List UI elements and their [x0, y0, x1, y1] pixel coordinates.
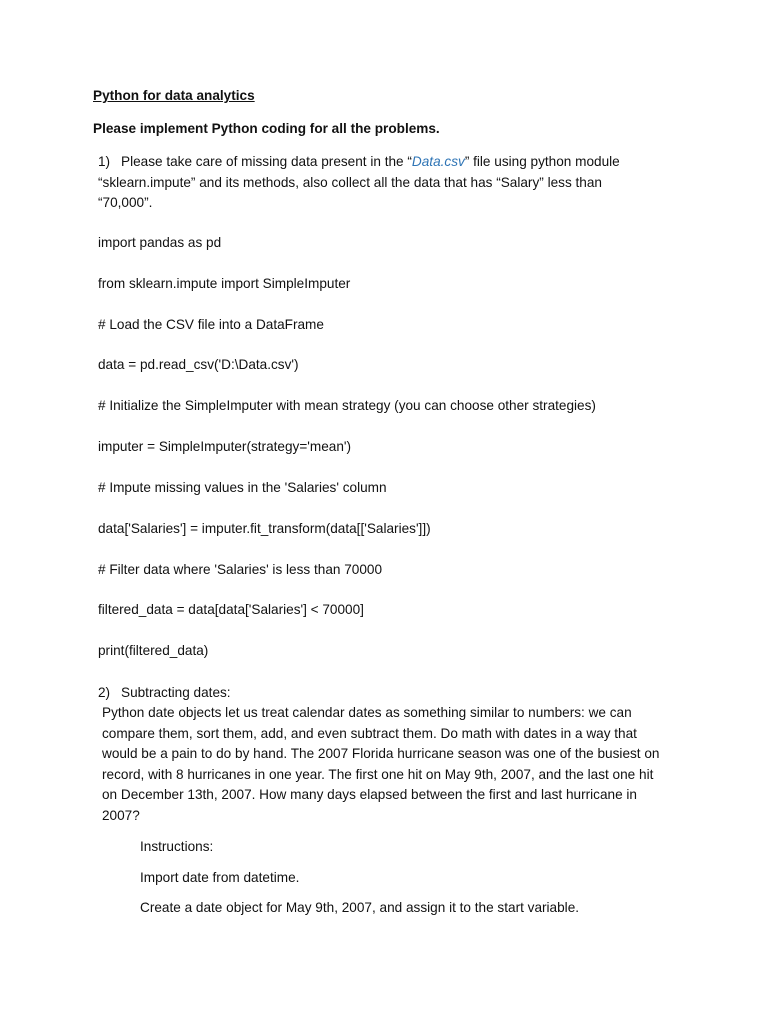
code-line: # Impute missing values in the 'Salaries' column	[98, 480, 387, 495]
question-1	[98, 152, 658, 214]
code-line: data = pd.read_csv('D:\Data.csv')	[98, 357, 299, 372]
code-line: # Filter data where 'Salaries' is less than 70000	[98, 562, 383, 577]
data-file-name: Data.csv	[411, 154, 465, 169]
question-1-text-before: Please take care of missing data present in the “	[121, 154, 412, 169]
code-line: imputer = SimpleImputer(strategy='mean')	[98, 439, 351, 454]
code-line: from sklearn.impute import SimpleImputer	[98, 276, 351, 291]
question-2-heading	[98, 683, 231, 704]
code-line: import pandas as pd	[98, 235, 222, 250]
question-2-body: Python date objects let us treat calendar dates as something similar to numbers: we can compare them, sort them, add, and even subtract them. Do math with dates in a way that would be a pain to do by hand. The 2007 Florida hurricane season was one of the busiest on record, with 8 hurricanes in one year. The first one hit on May 9th, 2007, and the last one hit on December 13th, 2007. How many days elapsed between the first and last hurricane in 2007?	[102, 705, 660, 823]
document-subtitle: Please implement Python coding for all the problems.	[93, 121, 440, 136]
instructions-label: Instructions:	[140, 839, 214, 854]
code-line: filtered_data = data[data['Salaries'] < 70000]	[98, 602, 364, 617]
question-1-number: 1)	[98, 154, 111, 169]
code-line: print(filtered_data)	[98, 643, 209, 658]
code-line: data['Salaries'] = imputer.fit_transform(data[['Salaries']])	[98, 521, 431, 536]
code-line: # Load the CSV file into a DataFrame	[98, 317, 324, 332]
document-title: Python for data analytics	[93, 88, 255, 103]
question-2-heading-text: Subtracting dates:	[121, 685, 231, 700]
code-line: # Initialize the SimpleImputer with mean strategy (you can choose other strategies)	[98, 398, 596, 413]
instruction-item: Import date from datetime.	[140, 870, 300, 885]
question-1-text-after: ” file using python module “sklearn.impute” and its methods, also collect all the data that has “Salary” less than “70,000”.	[98, 154, 620, 210]
question-2-number: 2)	[98, 685, 111, 700]
instruction-item: Create a date object for May 9th, 2007, and assign it to the start variable.	[140, 900, 580, 915]
